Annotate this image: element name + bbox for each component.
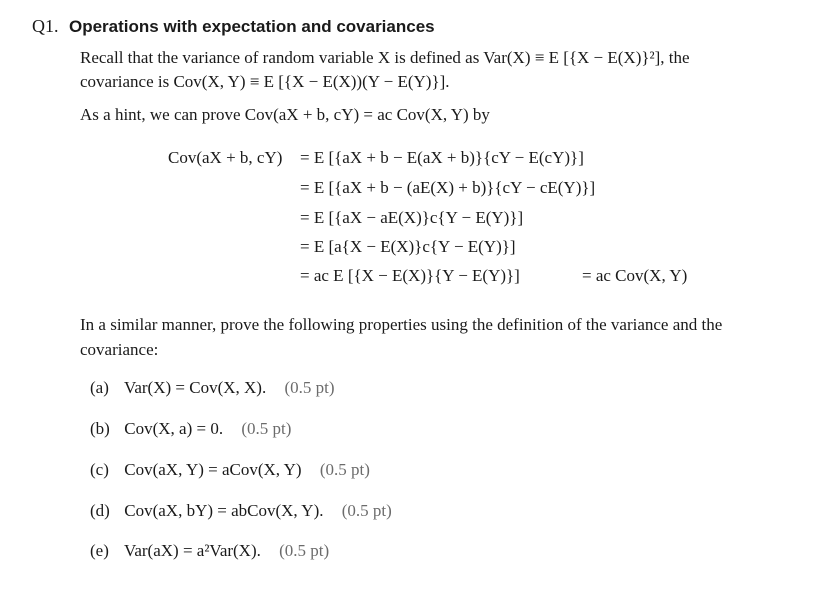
item-label: (c) — [90, 460, 109, 479]
derivation-step-5: = ac E [{X − E(X)}{Y − E(Y)}] — [300, 266, 520, 285]
item-statement: Var(X) = Cov(X, X). — [123, 378, 267, 397]
item-label: (b) — [90, 419, 110, 438]
list-item — [90, 541, 329, 561]
item-statement: Cov(aX, Y) = aCov(X, Y) — [124, 460, 302, 479]
derivation-final: = ac Cov(X, Y) — [582, 266, 688, 285]
derivation-step-3: = E [{aX − aE(X)}c{Y − E(Y)}] — [300, 208, 524, 227]
item-points: (0.5 pt) — [341, 501, 392, 520]
list-item — [90, 419, 291, 439]
derivation-lhs: Cov(aX + b, cY) — [168, 148, 283, 167]
item-label: (a) — [90, 378, 109, 397]
intro-line-1: Recall that the variance of random variable X is defined as Var(X) ≡ E [{X − E(X)}²], the — [80, 48, 690, 67]
derivation-step-1: = E [{aX + b − E(aX + b)}{cY − E(cY)}] — [300, 148, 584, 167]
question-number: Q1. — [32, 16, 59, 36]
item-points: (0.5 pt) — [241, 419, 292, 438]
item-statement: Var(aX) = a²Var(X). — [123, 541, 261, 560]
question-title: Operations with expectation and covariances — [69, 17, 435, 36]
derivation-step-2: = E [{aX + b − (aE(X) + b)}{cY − cE(Y)}] — [300, 178, 596, 197]
item-points: (0.5 pt) — [279, 541, 330, 560]
item-points: (0.5 pt) — [319, 460, 370, 479]
list-item — [90, 501, 392, 521]
item-statement: Cov(X, a) = 0. — [124, 419, 224, 438]
item-statement: Cov(aX, bY) = abCov(X, Y). — [124, 501, 324, 520]
item-points: (0.5 pt) — [284, 378, 335, 397]
list-item — [90, 460, 370, 480]
intro-line-2: covariance is Cov(X, Y) ≡ E [{X − E(X))(Y − E(Y)}]. — [80, 72, 450, 91]
hint-text: As a hint, we can prove Cov(aX + b, cY) = ac Cov(X, Y) by — [80, 105, 490, 124]
instructions-line-1: In a similar manner, prove the following properties using the definition of the variance and the — [80, 315, 723, 334]
question-heading — [32, 16, 435, 37]
list-item — [90, 378, 335, 398]
item-label: (d) — [90, 501, 110, 520]
derivation-step-4: = E [a{X − E(X)}c{Y − E(Y)}] — [300, 237, 516, 256]
instructions-line-2: covariance: — [80, 340, 159, 359]
item-label: (e) — [90, 541, 109, 560]
